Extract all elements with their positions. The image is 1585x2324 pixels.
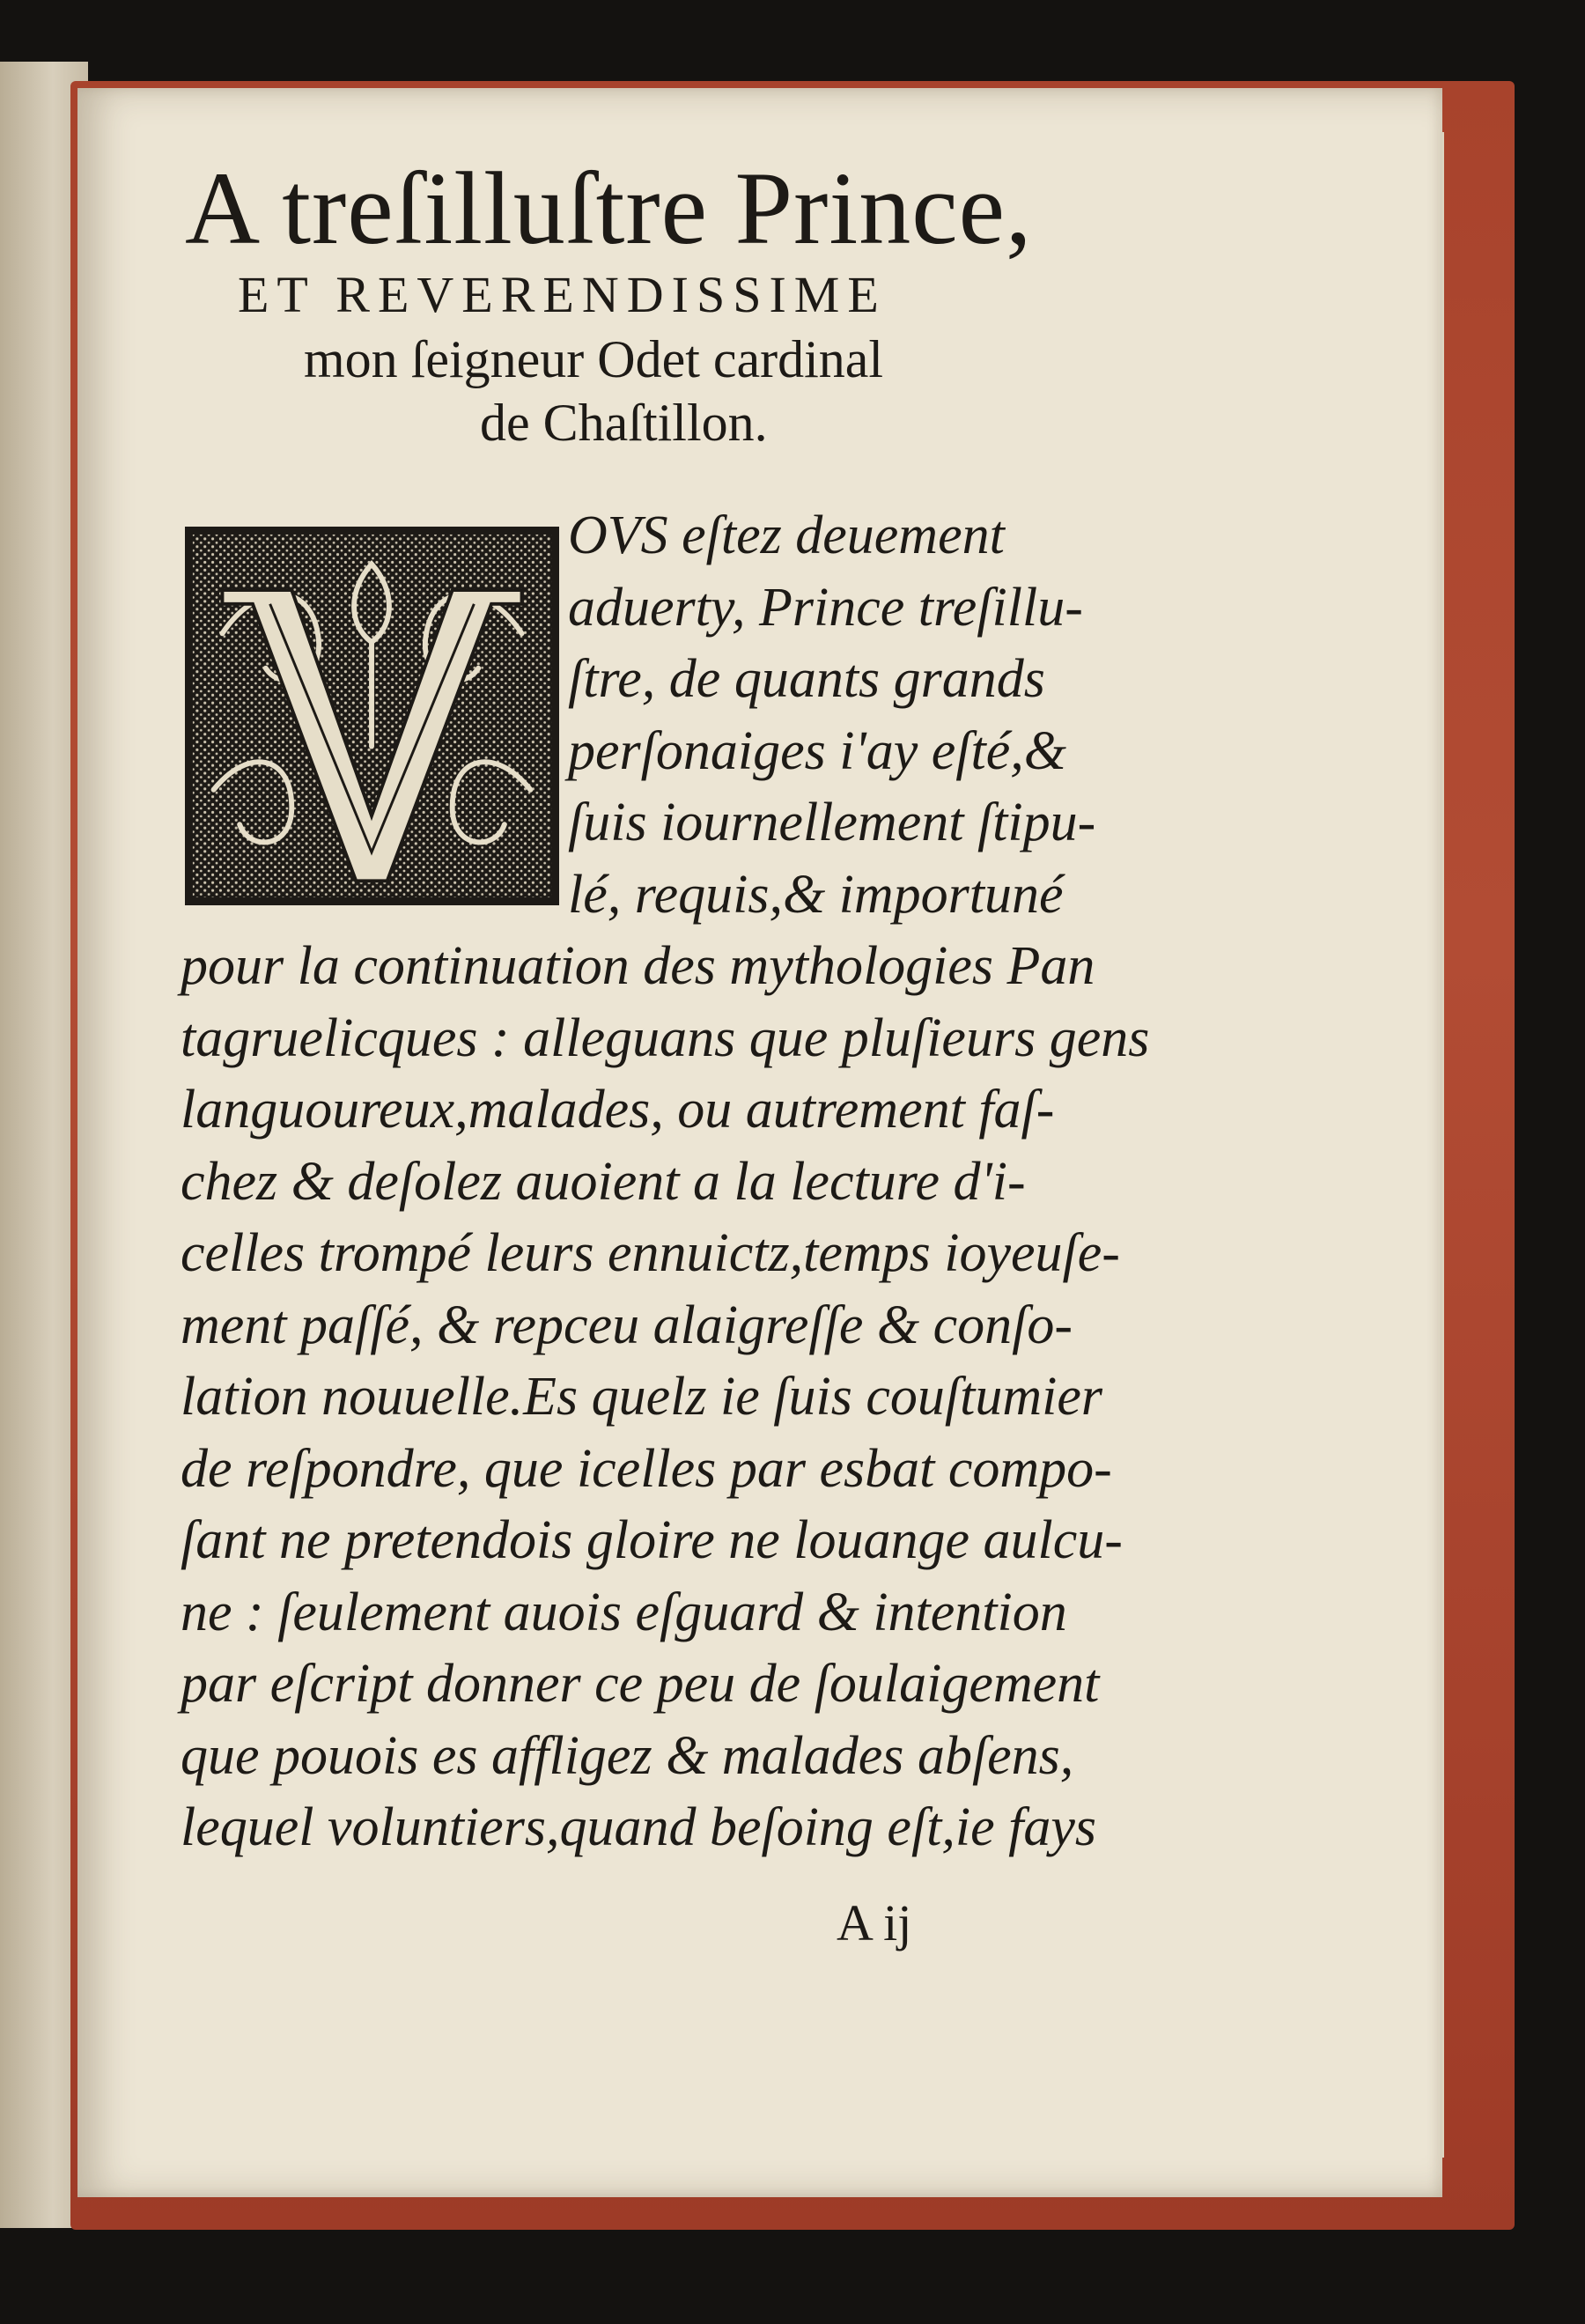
text-line: pour la continuation des mythologies Pan: [181, 936, 1095, 996]
text-line: lation nouuelle.Es quelz ie ſuis couſtumier: [181, 1367, 1102, 1427]
text-line: ſuis iournellement ſtipu-: [568, 793, 1096, 852]
signature-mark: A ij: [837, 1894, 912, 1951]
heading-line-1: A treſilluſtre Prince,: [185, 151, 1033, 266]
text-line: chez & deſolez auoient a la lecture d'i-: [181, 1151, 1026, 1212]
text-line: ſtre, de quants grands: [568, 649, 1045, 709]
text-line: tagruelicques : alleguans que pluſieurs gens: [181, 1007, 1150, 1068]
text-line: languoureux,malades, ou autrement faſ-: [181, 1080, 1055, 1140]
text-line: lequel voluntiers,quand beſoing eſt,ie fays: [181, 1797, 1097, 1857]
heading-line-2: ET REVERENDISSIME: [238, 266, 887, 323]
text-line: ſant ne pretendois gloire ne louange aulcu-: [181, 1510, 1123, 1570]
text-line: que pouois es affligez & malades abſens,: [181, 1725, 1074, 1786]
text-line: celles trompé leurs ennuictz,temps ioyeuſe-: [181, 1223, 1120, 1283]
text-line: ne : ſeulement auois eſguard & intention: [181, 1582, 1067, 1642]
text-line: perſonaiges i'ay eſté,&: [568, 720, 1066, 781]
text-line: OVS eſtez deuement: [568, 505, 1005, 565]
text-line: aduerty, Prince treſillu-: [568, 577, 1083, 638]
heading-line-4: de Chaſtillon.: [480, 394, 768, 452]
body-text: [181, 500, 1150, 1864]
text-line: ment paſſé, & repceu alaigreſſe & conſo-: [181, 1295, 1073, 1355]
text-line: de reſpondre, que icelles par esbat compo-: [181, 1438, 1112, 1499]
text-line: par eſcript donner ce peu de ſoulaigement: [181, 1654, 1100, 1714]
text-line: lé, requis,& importuné: [568, 864, 1064, 925]
heading-line-3: mon ſeigneur Odet cardinal: [304, 330, 884, 388]
